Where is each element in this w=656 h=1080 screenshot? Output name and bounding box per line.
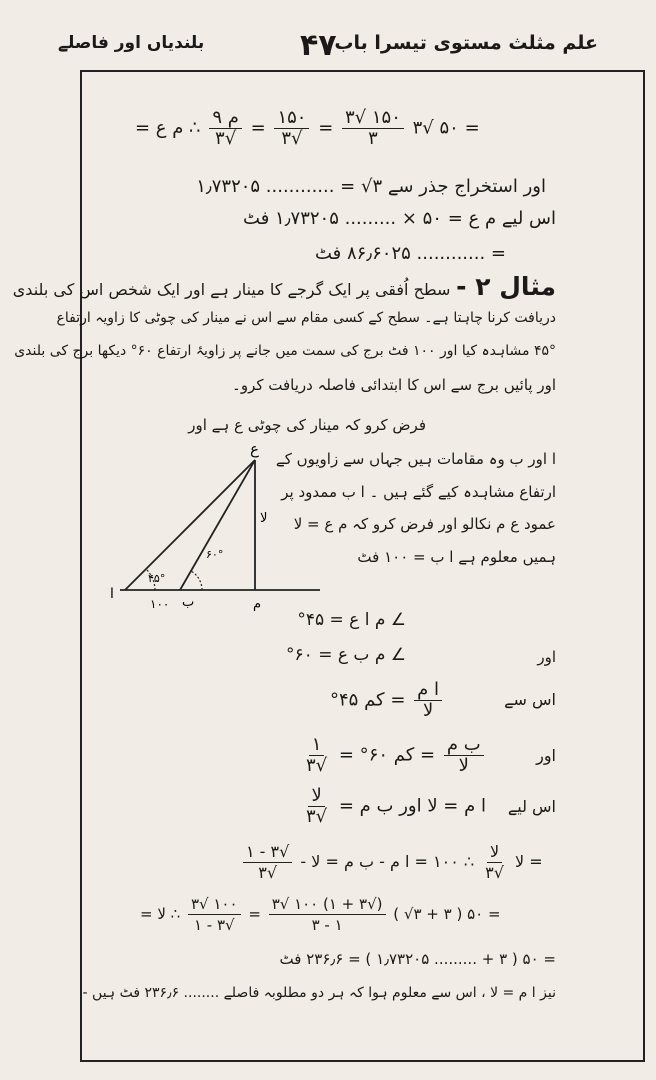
section-heading: بلندیاں اور فاصلے	[58, 33, 205, 53]
ratio-2-fnum: ۱	[309, 735, 325, 756]
r4-fraction-1	[482, 842, 507, 883]
ratio-line-2	[300, 735, 487, 776]
page-number: ۴۷	[300, 28, 337, 63]
eq1-f3-den: ۳	[368, 128, 378, 149]
example-body-2: دریافت کرنا چاہتا ہے۔ سطح کے کسی مقام سے اس نے مینار کی چوٹی کا زاویہ ارتفاع	[56, 310, 556, 326]
example-body-4: اور پائیں برج سے اس کا ابتدائی فاصلہ دریافت کرو۔	[232, 376, 556, 394]
example-first-line	[13, 272, 556, 301]
solution-line-2: ا اور ب وہ مقامات ہیں جہاں سے زاویوں کے	[275, 450, 556, 468]
r5-f2den: ۳ - ۱	[311, 916, 343, 934]
text-line-2: اور استخراج جذر سے ۳√ = ............ ۱٫۷۳۲۰۵	[196, 176, 546, 197]
eq1-eq2: =	[318, 117, 334, 139]
ratio-1-rest: = کم ۴۵°	[330, 689, 406, 711]
ratio-2-num: ب م	[444, 735, 484, 756]
eq1-fraction-3	[342, 108, 404, 149]
eq1-tail: = ۵۰ √۳	[412, 117, 480, 139]
equation-line-1	[135, 108, 480, 149]
label-base-length: ۱۰۰	[150, 597, 170, 611]
r5-fnum: ۳√ ۱۰۰	[188, 894, 241, 915]
eq1-label: ∴ م ع =	[135, 117, 201, 139]
ratio-line-3	[300, 786, 486, 827]
eq1-f2-den: ۳√	[281, 128, 303, 149]
ratio-1-fraction	[414, 680, 442, 721]
ratio-3-prefix: اس لیے	[507, 797, 556, 816]
ratio-1-num: ا م	[414, 680, 442, 701]
text-line-3: اس لیے م ع = ۵۰ × ......... ۱٫۷۳۲۰۵ فٹ	[243, 208, 556, 229]
eq1-f2-num: ۱۵۰	[274, 108, 309, 129]
label-side: لا	[260, 511, 268, 526]
solution-line-1: فرض کرو کہ مینار کی چوٹی ع ہے اور	[188, 416, 426, 434]
example-title: مثال ۲ -	[456, 272, 556, 301]
eq1-f1-den: ۳√	[215, 128, 237, 149]
text-line-4: = ............ ۸۶٫۶۰۲۵ فٹ	[314, 243, 506, 264]
angle-line-1: ∠ م ا ع = ۴۵°	[297, 610, 406, 630]
label-point-b: ب	[182, 595, 195, 610]
r5-fraction-2	[269, 894, 386, 935]
equation-line-r5	[140, 894, 501, 935]
eq1-fraction-1	[209, 108, 242, 149]
r4-fden: ۳√	[485, 863, 504, 882]
r5-fden: ۱ - ۳√	[193, 916, 235, 934]
example-body-1: سطح اُفقی پر ایک گرجے کا مینار ہے اور ایک شخص اس کی بلندی	[12, 280, 451, 299]
r4-fraction-2	[243, 842, 292, 883]
ratio-3-text: ا م = لا اور ب م =	[338, 795, 486, 817]
r4-f2num: ۱ - ۳√	[243, 842, 292, 863]
eq1-f1-num: ۹ م	[209, 108, 242, 129]
r5-fraction-1	[188, 894, 241, 935]
r5-label: ∴ لا =	[140, 905, 181, 923]
label-point-a: ا	[110, 586, 114, 602]
r4-mid: = لا	[515, 852, 543, 871]
equation-line-r6: = ۵۰ ( ۳ + ......... ۱٫۷۳۲۰۵ ) = ۲۳۶٫۶ فٹ	[279, 950, 556, 968]
ratio-3-fraction	[303, 786, 330, 827]
label-angle-45: ۴۵°	[148, 572, 166, 585]
ratio-line-1	[330, 680, 445, 721]
chapter-heading: علم مثلث مستوی تیسرا باب	[334, 32, 598, 54]
ratio-3-fnum: لا	[308, 786, 324, 807]
r4-label: ∴ ۱۰۰ = ا م - ب م = لا -	[300, 852, 475, 871]
ratio-2-fden: ۳√	[306, 755, 328, 776]
equation-line-r4	[240, 842, 543, 883]
r4-fnum: لا	[487, 842, 502, 863]
ratio-2-fraction	[444, 735, 484, 776]
solution-line-5: ہمیں معلوم ہے ا ب = ۱۰۰ فٹ	[357, 548, 556, 566]
r4-f2den: ۳√	[258, 863, 278, 882]
label-point-m: م	[253, 597, 262, 612]
label-top-vertex: ع	[250, 440, 259, 458]
ratio-1-prefix: اس سے	[504, 690, 556, 709]
ratio-3-fden: ۳√	[306, 806, 328, 827]
angle-arc-60	[191, 571, 202, 590]
r5-tail: = ۵۰ ( ۳ + ۳√ )	[393, 905, 501, 923]
label-angle-60: ۶۰°	[206, 548, 224, 561]
example-body-3: ۴۵° مشاہدہ کیا اور ۱۰۰ فٹ برج کی سمت میں جانے پر زاویۂ ارتفاع ۶۰° دیکھا برج کی بلندی	[14, 343, 556, 359]
ratio-2-prefix: اور	[536, 746, 556, 765]
ratio-2-mid: = کم ۶۰° =	[338, 744, 436, 766]
solution-line-4: عمود ع م نکالو اور فرض کرو کہ م ع = لا	[293, 515, 556, 533]
eq1-eq1: =	[250, 117, 266, 139]
solution-line-3: ارتفاع مشاہدہ کیے گئے ہیں ۔ ا ب ممدود پر	[281, 483, 556, 501]
eq1-fraction-2	[274, 108, 309, 149]
r5-f2num: ۳√ ۱۰۰ (۱ + ۳√)	[269, 894, 386, 915]
angle-line-2: ∠ م ب ع = ۶۰°	[286, 645, 406, 665]
hypotenuse-a	[125, 460, 255, 590]
ratio-2-result	[303, 735, 330, 776]
ratio-1-den: لا	[422, 700, 434, 721]
conclusion-line: نیز ا م = لا ، اس سے معلوم ہوا کہ ہر دو مطلوبہ فاصلے ........ ۲۳۶٫۶ فٹ ہیں -	[82, 985, 556, 1001]
r5-eq: =	[248, 905, 261, 923]
eq1-f3-num: ۳√ ۱۵۰	[342, 108, 404, 129]
angle-line-2-prefix: اور	[537, 648, 556, 666]
triangle-figure	[110, 440, 340, 620]
ratio-2-den: لا	[458, 755, 469, 776]
